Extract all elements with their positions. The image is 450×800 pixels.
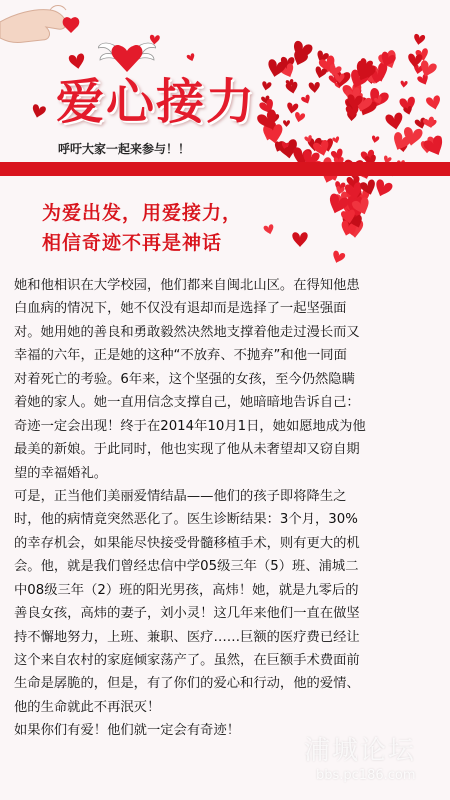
heart-icon (348, 92, 362, 105)
heart-icon (354, 188, 372, 206)
heart-icon (344, 190, 354, 200)
heart-icon (399, 96, 417, 113)
heart-icon (347, 193, 362, 208)
heart-icon (345, 96, 364, 115)
heart-icon (347, 69, 370, 91)
heart-icon (319, 138, 335, 153)
heart-icon (339, 220, 357, 238)
heart-icon (344, 182, 364, 201)
heart-icon (290, 40, 313, 63)
heart-icon (342, 213, 364, 234)
heart-icon (312, 139, 331, 158)
heart-icon (355, 96, 378, 119)
heart-icon (347, 93, 355, 100)
heart-icon (261, 81, 272, 91)
slogan-line-1: 为爱出发，用爱接力， (42, 202, 243, 224)
heart-icon (281, 141, 290, 149)
heart-icon (348, 211, 358, 220)
heart-icon (421, 141, 434, 153)
heart-icon (286, 102, 299, 114)
slogan-line-2: 相信奇迹不再是神话 (42, 232, 223, 254)
heart-icon (335, 74, 345, 84)
heart-icon (385, 112, 405, 131)
heart-icon (263, 124, 285, 145)
story-line: 对。她用她的善良和勇敢毅然决然地支撑着他走过漫长而又 (14, 324, 360, 340)
heart-icon (186, 53, 196, 63)
story-line: 的幸存机会，如果能尽快接受骨髓移植手术，则有更大的机 (14, 535, 360, 551)
page-title: 爱心接力 (56, 74, 257, 130)
heart-icon (351, 202, 359, 210)
heart-icon (328, 74, 340, 85)
heart-icon (285, 79, 294, 88)
heart-icon (358, 58, 374, 73)
story-line: 可是，正当他们美丽爱情结晶——他们的孩子即将降生之 (14, 488, 347, 504)
heart-icon (293, 112, 305, 124)
heart-icon (283, 120, 290, 127)
heart-icon (351, 88, 362, 99)
heart-icon (304, 135, 313, 144)
heart-icon (346, 106, 359, 119)
heart-icon (272, 141, 285, 154)
heart-icon (427, 136, 443, 151)
heart-icon (333, 181, 345, 193)
heart-icon (329, 67, 338, 76)
heart-icon (369, 70, 385, 85)
heart-icon (260, 124, 279, 143)
heart-icon (427, 119, 437, 128)
heart-icon (403, 106, 414, 116)
heart-icon (365, 87, 390, 111)
hand-icon (0, 0, 86, 62)
heart-icon (318, 54, 339, 74)
heart-icon (344, 88, 361, 104)
red-banner-stripe (0, 162, 450, 176)
heart-icon (348, 202, 356, 210)
heart-icon (334, 81, 343, 89)
heart-icon (345, 98, 360, 112)
heart-icon (346, 187, 359, 200)
heart-icon (358, 69, 368, 79)
heart-icon (365, 67, 380, 81)
story-line: 生命是孱脆的，但是，有了你们的爱心和行动，他的爱情、 (14, 676, 360, 692)
heart-icon (345, 184, 361, 199)
heart-icon (354, 93, 364, 102)
heart-icon (346, 94, 363, 110)
heart-icon (417, 73, 431, 87)
heart-icon (344, 202, 353, 211)
heart-icon (352, 59, 377, 84)
heart-icon (422, 134, 447, 159)
heart-icon (346, 175, 361, 189)
heart-icon (374, 96, 384, 106)
heart-icon (422, 116, 436, 130)
story-line: 时，他的病情竟突然恶化了。医生诊断结果：3个月，30% (14, 512, 358, 528)
heart-icon (359, 179, 378, 197)
heart-icon (415, 48, 430, 62)
heart-icon (266, 122, 277, 133)
heart-icon (314, 66, 328, 80)
heart-icon (348, 103, 357, 112)
heart-icon (349, 214, 365, 229)
heart-icon (341, 209, 357, 225)
heart-icon (332, 136, 340, 144)
story-line: 这个来自农村的家庭倾家荡产了。虽然，在巨额手术费面前 (14, 653, 360, 668)
heart-icon (340, 198, 361, 219)
story-line: 白血病的情况下，她不仅没有退却而是选择了一起坚强面 (14, 301, 347, 317)
heart-icon (322, 61, 335, 74)
heart-icon (361, 69, 372, 79)
heart-icon (308, 138, 322, 151)
heart-icon (371, 135, 380, 143)
heart-icon (361, 75, 368, 82)
heart-icon (345, 89, 357, 101)
heart-icon (350, 198, 360, 207)
heart-icon (372, 178, 393, 199)
story-line: 他的生命就此不再泯灭！ (14, 699, 161, 715)
story-line: 奇迹一定会出现！终于在2014年10月1日，她如愿地成为他 (14, 418, 366, 434)
heart-icon (348, 228, 357, 236)
heart-icon (402, 127, 423, 148)
heart-icon (258, 98, 276, 116)
heart-icon (345, 197, 368, 220)
heart-icon (261, 95, 271, 105)
heart-icon (334, 191, 351, 207)
heart-icon (331, 70, 351, 89)
heart-icon (377, 49, 400, 72)
heart-icon (425, 95, 442, 111)
heart-icon (339, 212, 361, 233)
heart-icon (346, 210, 360, 224)
heart-icon (326, 193, 350, 217)
subtitle: 呼吁大家一起来参与！！ (58, 142, 191, 156)
heart-icon (315, 50, 330, 65)
heart-icon (400, 81, 408, 88)
heart-icon (389, 131, 412, 153)
heart-icon (367, 76, 375, 84)
heart-icon (31, 104, 47, 120)
winged-heart-icon (98, 34, 156, 74)
heart-icon (378, 51, 397, 69)
heart-icon (349, 196, 361, 208)
heart-icon (345, 87, 363, 104)
heart-icon (398, 143, 408, 153)
story-line: 她和他相识在大学校园，他们都来自闽北山区。在得知他患 (14, 278, 360, 293)
heart-icon (277, 139, 299, 160)
story-text (14, 274, 442, 743)
story-line: 中08级三年（2）班的阳光男孩，高炜！她，就是九零后的 (14, 582, 359, 598)
story-line: 如果你们有爱！他们就一定会有奇迹！ (14, 723, 241, 739)
story-line: 幸福的六年，正是她的这种“不放弃、不抛弃”和他一同面 (14, 348, 347, 364)
story-line: 会。他，就是我们曾经忠信中学05级三年（5）班、浦城二 (14, 559, 359, 575)
story-line: 善良女孩，高炜的妻子，刘小灵！这几年来他们一直在做坚 (14, 606, 360, 622)
heart-icon (301, 94, 313, 105)
heart-icon (279, 62, 297, 79)
heart-icon (346, 95, 363, 111)
heart-icon (330, 148, 345, 163)
heart-icon (309, 82, 321, 93)
slogan (42, 198, 242, 258)
heart-icon (292, 232, 307, 247)
heart-icon (345, 200, 355, 210)
heart-icon (407, 53, 422, 68)
heart-icon (367, 61, 390, 84)
heart-icon (361, 66, 382, 87)
heart-icon (331, 250, 346, 265)
heart-icon (345, 90, 360, 104)
heart-icon (269, 113, 280, 123)
heart-icon (285, 81, 299, 95)
heart-icon (346, 188, 358, 199)
heart-icon (351, 196, 372, 217)
heart-icon (414, 117, 427, 130)
story-line: 望的幸福婚礼。 (14, 465, 108, 481)
heart-icon (352, 94, 373, 114)
heart-icon (413, 34, 426, 46)
watermark-forum-name: 浦城论坛 (304, 736, 417, 766)
story-line: 对着死亡的考验。6年来，这个坚强的女孩，至今仍然隐瞒 (14, 371, 355, 387)
heart-icon (345, 186, 362, 203)
heart-icon (342, 82, 365, 104)
heart-icon (281, 57, 295, 70)
heart-icon (263, 224, 275, 236)
heart-icon (256, 108, 281, 133)
heart-icon (327, 63, 342, 78)
heart-icon (418, 60, 438, 80)
watermark-forum-url: bbs.pc186.com (316, 768, 416, 783)
heart-icon (347, 112, 357, 122)
story-line: 最美的新娘。于此同时，他也实现了他从未奢望却又窃自期 (14, 442, 360, 458)
story-line: 着她的家人。她一直用信念支撑自己，她暗暗地告诉自己： (14, 395, 360, 411)
heart-icon (335, 186, 345, 196)
heart-icon (291, 50, 309, 68)
heart-icon (345, 220, 364, 239)
heart-icon (266, 59, 287, 79)
story-line: 持不懈地努力，上班、兼职、医疗……巨额的医疗费已经让 (14, 629, 360, 645)
heart-icon (413, 64, 424, 75)
heart-icon (343, 195, 367, 219)
